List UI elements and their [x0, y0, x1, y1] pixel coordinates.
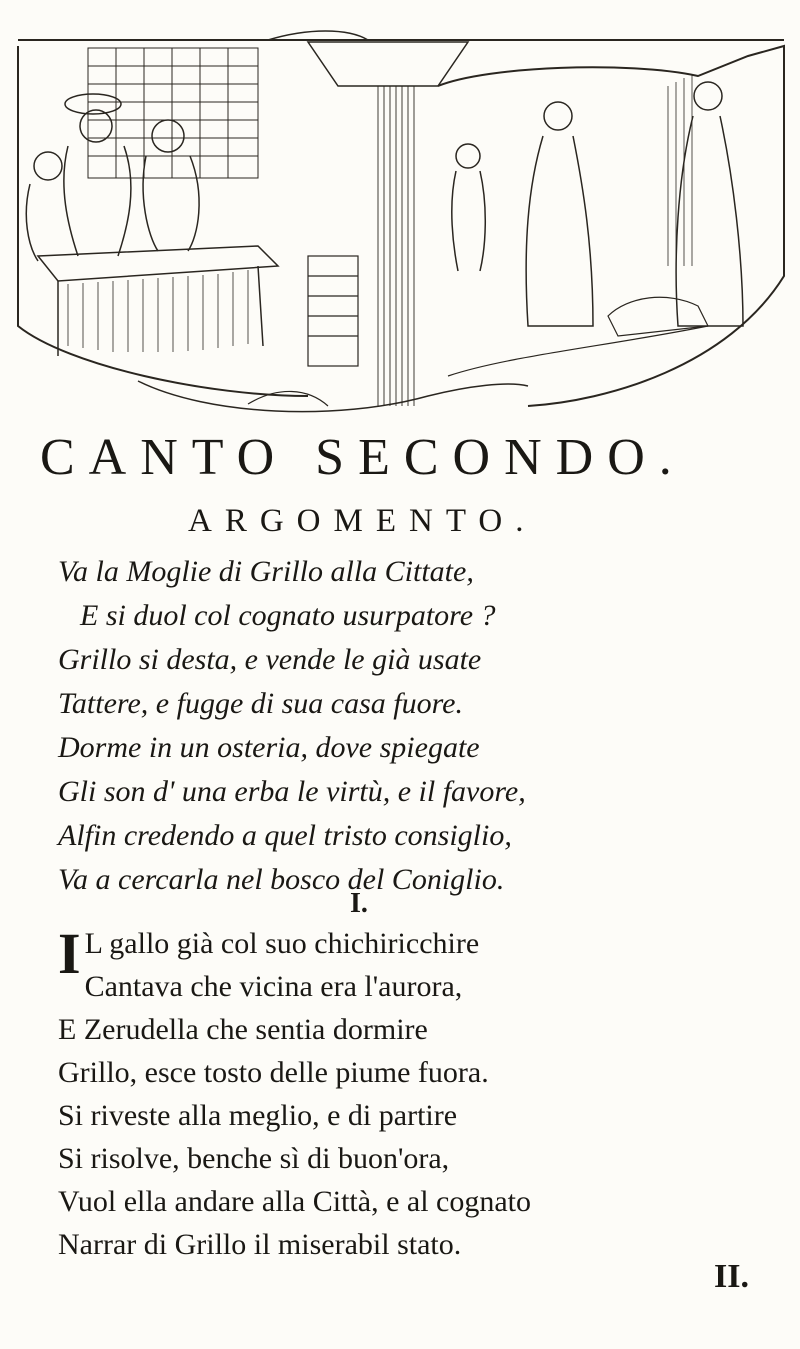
stanza-line: Si riveste alla meglio, e di partire: [58, 1099, 458, 1132]
catchword: II.: [714, 1258, 749, 1295]
argument-line: Va a cercarla nel bosco del Coniglio.: [58, 863, 505, 896]
stanza-line: Narrar di Grillo il miserabil stato.: [58, 1228, 462, 1261]
stanza-line: Grillo, esce tosto delle piume fuora.: [58, 1056, 489, 1089]
drop-cap: I: [58, 921, 81, 986]
engraving-svg: [8, 26, 794, 418]
argument-line: Gli son d' una erba le virtù, e il favore,: [58, 775, 526, 808]
stanza-line: E Zerudella che sentia dormire: [58, 1013, 428, 1046]
argument-line: Dorme in un osteria, dove spiegate: [58, 731, 480, 764]
argomento-heading: ARGOMENTO.: [188, 503, 537, 539]
stanza-line: Cantava che vicina era l'aurora,: [84, 970, 463, 1003]
argument-line: E si duol col cognato usurpatore ?: [80, 599, 496, 632]
stanza-line: Vuol ella andare alla Città, e al cognato: [58, 1185, 531, 1218]
argument-line: Grillo si desta, e vende le già usate: [58, 643, 482, 676]
argument-line: Alfin credendo a quel tristo consiglio,: [58, 819, 512, 852]
stanza-number: I.: [350, 888, 368, 919]
stanza-line: Si risolve, benche sì di buon'ora,: [58, 1142, 450, 1175]
argument-verse: [58, 550, 788, 902]
argument-line: Va la Moglie di Grillo alla Cittate,: [58, 555, 474, 588]
engraving-illustration: [8, 26, 794, 418]
stanza-verse: [58, 922, 788, 1266]
argument-line: Tattere, e fugge di sua casa fuore.: [58, 687, 463, 720]
canto-title: CANTO SECONDO.: [40, 429, 686, 486]
stanza-line: L gallo già col suo chichiricchire: [84, 927, 480, 960]
